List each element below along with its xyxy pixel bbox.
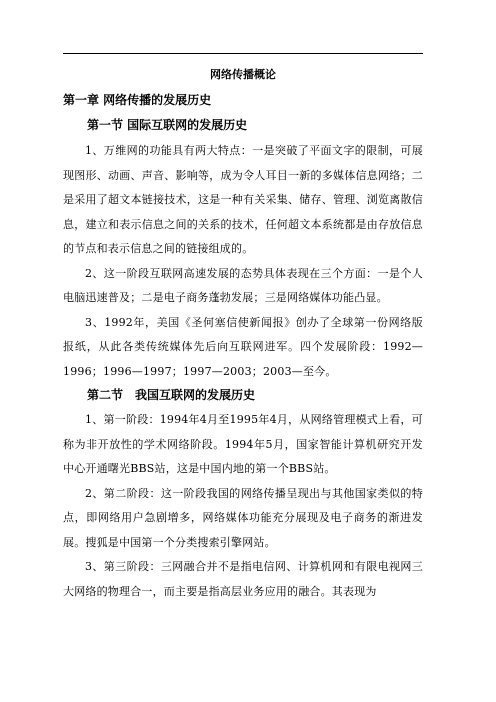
- paragraph: 3、第三阶段：三网融合并不是指电信网、计算机网和有限电视网三大网络的物理合一，而主要是指高层业务应用的融合。其表现为: [63, 560, 423, 598]
- document-body: [63, 66, 423, 604]
- chapter-heading: 第一章 网络传播的发展历史: [63, 93, 212, 107]
- paragraph: 1、万维网的功能具有两大特点：一是突破了平面文字的限制，可展现图形、动画、声音、影响等，成为令人耳目一新的多媒体信息网络；二是采用了超文本链接技术，这是一种有关采集、储存、管理、浏览离散信息，建立和表示信息之间的关系的技术，任何超文本系统都是由存放信息的节点和表示信息之间的链接组成的。: [63, 144, 423, 255]
- paragraph: 2、这一阶段互联网高速发展的态势具体表现在三个方面：一是个人电脑迅速普及；二是电子商务蓬勃发展；三是网络媒体功能凸显。: [63, 266, 423, 304]
- paragraph: 3、1992年，美国《圣何塞信使新闻报》创办了全球第一份网络版报纸，从此各类传统媒体先后向互联网进军。四个发展阶段：1992—1996；1996—1997；1997—2003；2003—至今。: [63, 315, 423, 378]
- paragraph: 1、第一阶段：1994年4月至1995年4月，从网络管理模式上看，可称为非开放性的学术网络阶段。1994年5月，国家智能计算机研究开发中心开通曙光BBS站，这是中国内地的第一个BBS站。: [63, 413, 423, 475]
- header-rule: [63, 53, 423, 54]
- section-heading-1: 第一节 国际互联网的发展历史: [87, 118, 248, 132]
- paragraph: 2、第二阶段：这一阶段我国的网络传播呈现出与其他国家类似的特点，即网络用户急剧增多，网络媒体功能充分展现及电子商务的渐进发展。搜狐是中国第一个分类搜索引擎网站。: [63, 486, 423, 549]
- document-title: 网络传播概论: [210, 68, 276, 81]
- section-heading-2: 第二节 我国互联网的发展历史: [87, 388, 256, 402]
